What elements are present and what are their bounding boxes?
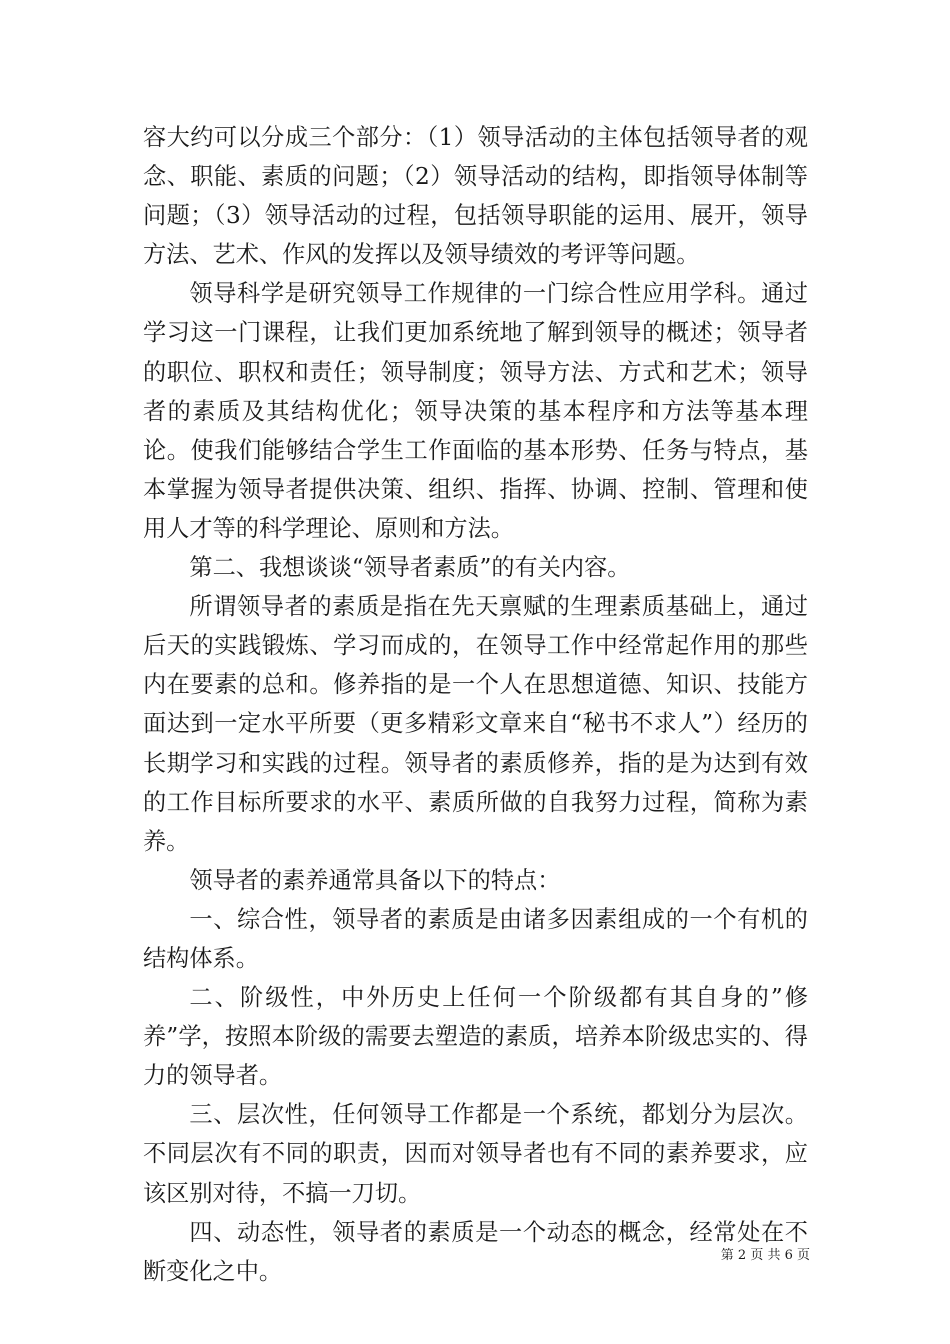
paragraph: 第二、我想谈谈“领导者素质”的有关内容。 xyxy=(189,554,631,582)
paragraph-continuation: 容大约可以分成三个部分：（1）领导活动的主体包括领导者的观念、职能、素质的问题；（2）领导活动的结构，即指领导体制等问题；（3）领导活动的过程，包括领导职能的运用、展开，领导方法、艺术、作风的发挥以及领导绩效的考评等问题。 xyxy=(143,124,808,269)
paragraph: 领导者的素养通常具备以下的特点： xyxy=(189,866,561,894)
paragraph: 二、阶级性，中外历史上任何一个阶级都有其自身的”修养”学，按照本阶级的需要去塑造的素质，培养本阶级忠实的、得力的领导者。 xyxy=(143,984,808,1090)
paragraph: 领导科学是研究领导工作规律的一门综合性应用学科。通过学习这一门课程，让我们更加系统地了解到领导的概述；领导者的职位、职权和责任；领导制度；领导方法、方式和艺术；领导者的素质及其结构优化；领导决策的基本程序和方法等基本理论。使我们能够结合学生工作面临的基本形势、任务与特点，基本掌握为领导者提供决策、组织、指挥、协调、控制、管理和使用人才等的科学理论、原则和方法。 xyxy=(143,280,808,542)
paragraph: 三、层次性，任何领导工作都是一个系统，都划分为层次。不同层次有不同的职责，因而对领导者也有不同的素养要求，应该区别对待，不搞一刀切。 xyxy=(143,1101,808,1207)
paragraph: 四、动态性，领导者的素质是一个动态的概念，经常处在不断变化之中。 xyxy=(143,1218,808,1285)
document-body xyxy=(143,118,808,1291)
paragraph: 所谓领导者的素质是指在先天禀赋的生理素质基础上，通过后天的实践锻炼、学习而成的，在领导工作中经常起作用的那些内在要素的总和。修养指的是一个人在思想道德、知识、技能方面达到一定水平所要（更多精彩文章来自“秘书不求人”）经历的长期学习和实践的过程。领导者的素质修养，指的是为达到有效的工作目标所要求的水平、素质所做的自我努力过程，简称为素养。 xyxy=(143,593,808,855)
paragraph: 一、综合性，领导者的素质是由诸多因素组成的一个有机的结构体系。 xyxy=(143,905,808,972)
page-number-footer: 第 2 页 共 6 页 xyxy=(720,1248,810,1263)
